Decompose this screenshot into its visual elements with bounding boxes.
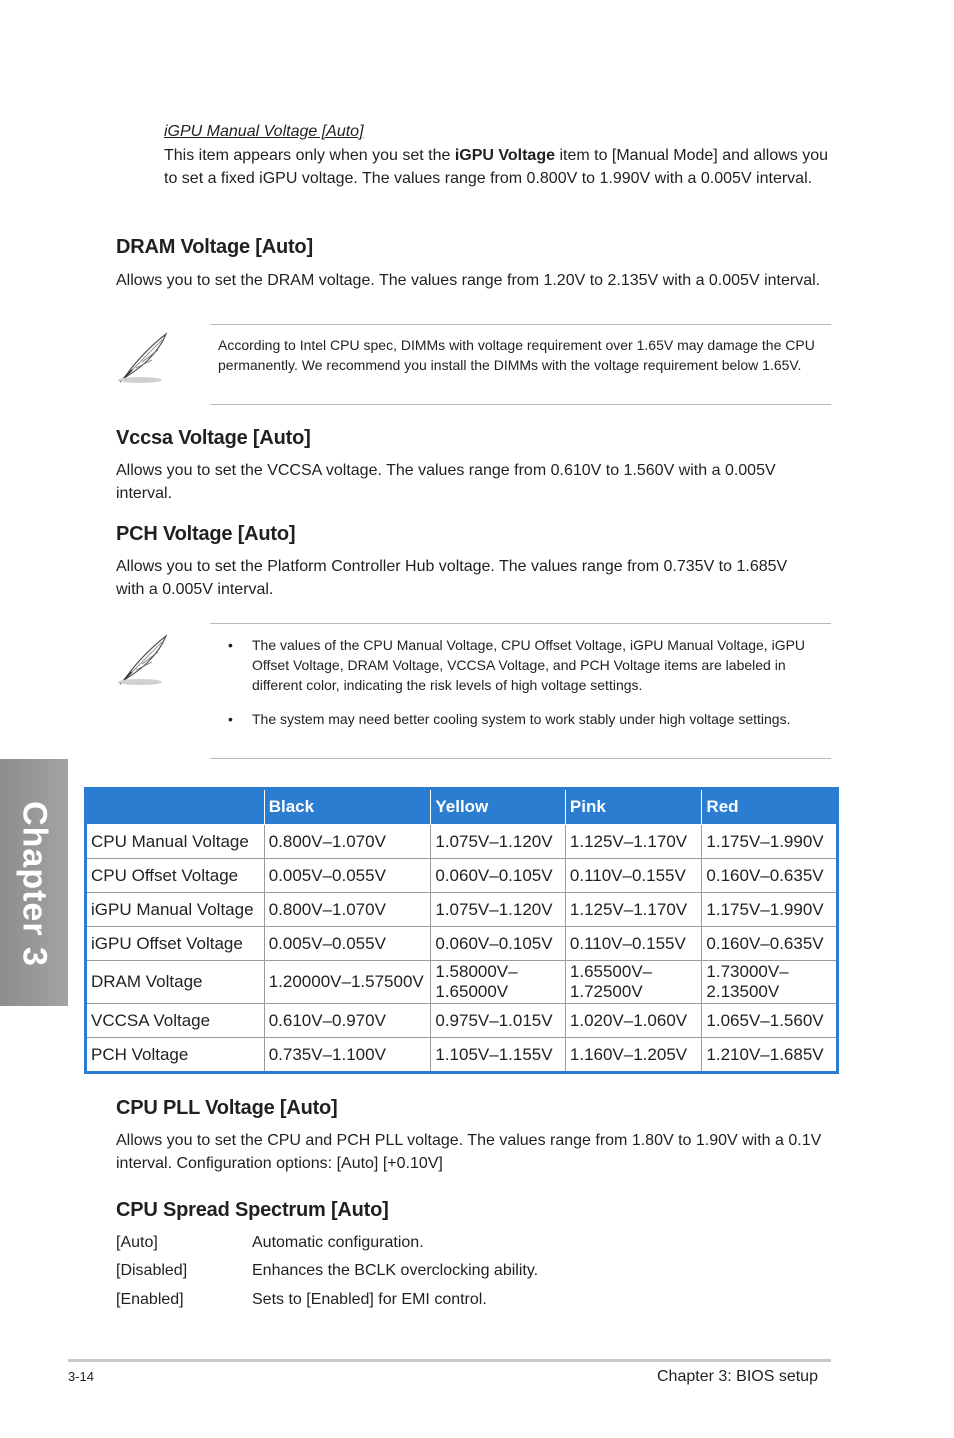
table-row — [86, 1004, 838, 1038]
feather-pen-icon — [112, 330, 172, 384]
table-cell: CPU Manual Voltage — [86, 825, 265, 859]
table-cell: 0.735V–1.100V — [264, 1038, 431, 1073]
table-cell: 1.020V–1.060V — [565, 1004, 702, 1038]
igpu-desc-part1: This item appears only when you set the — [164, 147, 455, 164]
spread-option-desc: Sets to [Enabled] for EMI control. — [252, 1291, 487, 1308]
table-cell: DRAM Voltage — [86, 961, 265, 1004]
table-cell: 1.73000V– 2.13500V — [702, 961, 838, 1004]
note2-top-rule — [210, 623, 831, 624]
note1-text: According to Intel CPU spec, DIMMs with voltage requirement over 1.65V may damage the CPU permanently. We recommend you install the DIMMs with the voltage requirement below 1.65V. — [218, 337, 815, 373]
table-header-cell: Yellow — [431, 789, 566, 825]
table-cell: 0.800V–1.070V — [264, 893, 431, 927]
table-header-cell: Pink — [565, 789, 702, 825]
pch-heading: PCH Voltage [Auto] — [116, 523, 296, 545]
spread-option-key: [Auto] — [116, 1234, 158, 1251]
note2-bullet-1: • — [228, 637, 233, 653]
footer-chapter: Chapter 3: BIOS setup — [657, 1368, 818, 1385]
pch-description: Allows you to set the Platform Controller Hub voltage. The values range from 0.735V to 1.685V with a 0.005V interval. — [116, 558, 788, 598]
chapter-tab-label: Chapter 3 — [15, 801, 54, 967]
vccsa-heading: Vccsa Voltage [Auto] — [116, 427, 311, 449]
table-cell: 1.210V–1.685V — [702, 1038, 838, 1073]
table-row — [86, 825, 838, 859]
table-cell: 0.975V–1.015V — [431, 1004, 566, 1038]
table-cell: 1.105V–1.155V — [431, 1038, 566, 1073]
footer-rule — [68, 1359, 831, 1362]
table-row — [86, 859, 838, 893]
table-row — [86, 893, 838, 927]
table-cell: 0.005V–0.055V — [264, 859, 431, 893]
spread-option-desc: Automatic configuration. — [252, 1234, 424, 1251]
note2-item-1: The values of the CPU Manual Voltage, CPU Offset Voltage, iGPU Manual Voltage, iGPU Offset Voltage, DRAM Voltage, VCCSA Voltage, and PCH Voltage items are labeled in different color, indicating the risk levels of high voltage settings. — [252, 637, 806, 693]
table-header-cell: Black — [264, 789, 431, 825]
table-cell: 1.58000V– 1.65000V — [431, 961, 566, 1004]
dram-description: Allows you to set the DRAM voltage. The values range from 1.20V to 2.135V with a 0.005V interval. — [116, 272, 821, 289]
cpupll-heading: CPU PLL Voltage [Auto] — [116, 1097, 338, 1119]
table-cell: 0.160V–0.635V — [702, 859, 838, 893]
table-cell: 0.005V–0.055V — [264, 927, 431, 961]
note2-bottom-rule — [210, 758, 831, 759]
table-header-cell: Red — [702, 789, 838, 825]
table-cell: 0.610V–0.970V — [264, 1004, 431, 1038]
table-cell: 0.110V–0.155V — [565, 927, 702, 961]
table-cell: 0.060V–0.105V — [431, 859, 566, 893]
table-row — [86, 961, 838, 1004]
feather-pen-icon — [112, 632, 172, 686]
table-cell: CPU Offset Voltage — [86, 859, 265, 893]
note1-top-rule — [210, 324, 831, 325]
table-row — [86, 927, 838, 961]
table-cell: iGPU Offset Voltage — [86, 927, 265, 961]
table-cell: 0.800V–1.070V — [264, 825, 431, 859]
table-cell: VCCSA Voltage — [86, 1004, 265, 1038]
table-cell: 1.20000V–1.57500V — [264, 961, 431, 1004]
vccsa-description: Allows you to set the VCCSA voltage. The values range from 0.610V to 1.560V with a 0.005V interval. — [116, 462, 776, 502]
spread-heading: CPU Spread Spectrum [Auto] — [116, 1199, 389, 1221]
igpu-description — [164, 144, 836, 190]
table-cell: 1.065V–1.560V — [702, 1004, 838, 1038]
table-cell: 1.175V–1.990V — [702, 893, 838, 927]
dram-heading: DRAM Voltage [Auto] — [116, 236, 313, 258]
note1-bottom-rule — [210, 404, 831, 405]
table-row — [86, 1038, 838, 1073]
note2-item-2: The system may need better cooling system to work stably under high voltage settings. — [252, 711, 791, 727]
table-cell: 0.060V–0.105V — [431, 927, 566, 961]
table-cell: 1.075V–1.120V — [431, 893, 566, 927]
spread-option-desc: Enhances the BCLK overclocking ability. — [252, 1262, 539, 1279]
note2-bullet-2: • — [228, 711, 233, 727]
table-cell: PCH Voltage — [86, 1038, 265, 1073]
igpu-title: iGPU Manual Voltage [Auto] — [164, 123, 364, 140]
igpu-desc-part2: item to [Manual Mode] and allows you to set a fixed iGPU voltage. The values range from 0.800V to 1.990V with a 0.005V interval. — [164, 147, 829, 187]
table-cell: 0.160V–0.635V — [702, 927, 838, 961]
table-cell: 1.175V–1.990V — [702, 825, 838, 859]
table-cell: iGPU Manual Voltage — [86, 893, 265, 927]
table-cell: 1.125V–1.170V — [565, 893, 702, 927]
cpupll-description: Allows you to set the CPU and PCH PLL voltage. The values range from 1.80V to 1.90V with a 0.1V interval. Configuration options: [Auto] [+0.10V] — [116, 1132, 822, 1172]
table-header-row — [86, 789, 838, 825]
spread-option-key: [Disabled] — [116, 1262, 188, 1279]
footer-page-number: 3-14 — [68, 1369, 95, 1384]
table-cell: 1.125V–1.170V — [565, 825, 702, 859]
table-cell: 1.160V–1.205V — [565, 1038, 702, 1073]
table-cell: 0.110V–0.155V — [565, 859, 702, 893]
igpu-desc-bold: iGPU Voltage — [454, 147, 555, 164]
spread-option-key: [Enabled] — [116, 1291, 184, 1308]
table-cell: 1.075V–1.120V — [431, 825, 566, 859]
table-cell: 1.65500V– 1.72500V — [565, 961, 702, 1004]
table-header-cell — [86, 789, 265, 825]
voltage-color-table — [84, 787, 839, 1074]
